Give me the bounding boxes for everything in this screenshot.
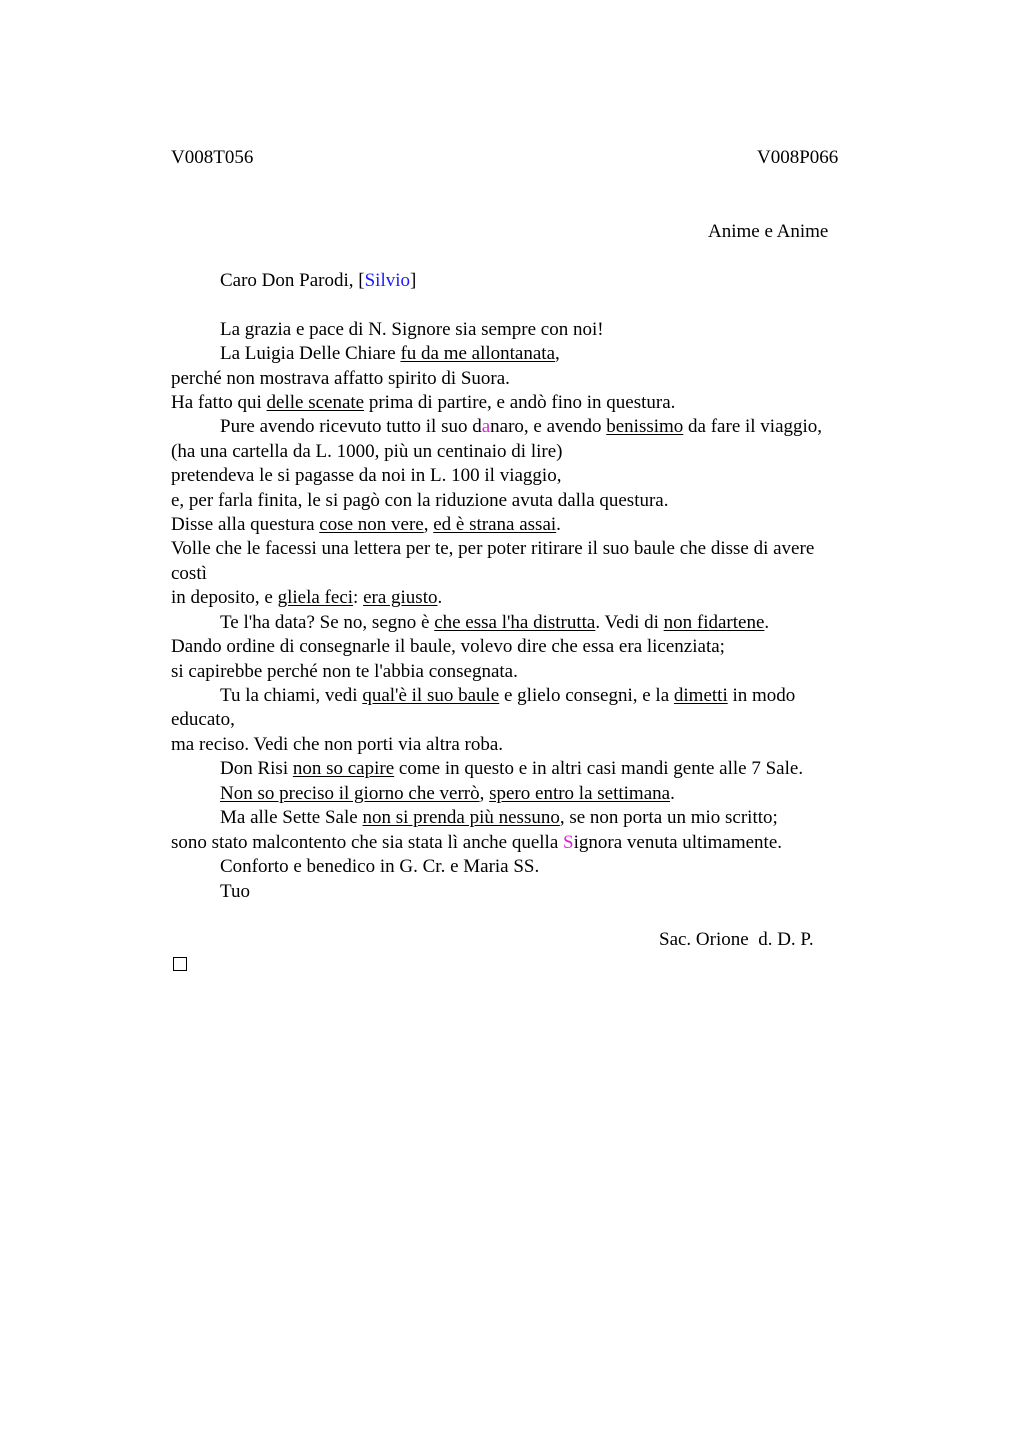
letter-line: perché non mostrava affatto spirito di Suora.: [171, 368, 510, 389]
letter-line: Volle che le facessi una lettera per te, per poter ritirare il suo baule che disse di avere: [171, 538, 815, 559]
letter-line: Disse alla questura cose non vere, ed è strana assai.: [171, 514, 561, 535]
salutation-name: Silvio: [364, 270, 410, 291]
letter-line: costì: [171, 563, 207, 584]
salutation: Caro Don Parodi, [Silvio]: [220, 270, 417, 291]
letter-line: educato,: [171, 709, 235, 730]
end-marker-box: [173, 957, 187, 971]
letter-line: La Luigia Delle Chiare fu da me allontanata,: [220, 343, 560, 364]
letter-line: Pure avendo ricevuto tutto il suo danaro, e avendo benissimo da fare il viaggio,: [220, 416, 823, 437]
letter-line: Ma alle Sette Sale non si prenda più nessuno, se non porta un mio scritto;: [220, 807, 778, 828]
letter-line: (ha una cartella da L. 1000, più un centinaio di lire): [171, 441, 563, 462]
letter-line: si capirebbe perché non te l'abbia consegnata.: [171, 661, 518, 682]
letter-line: ma reciso. Vedi che non porti via altra roba.: [171, 734, 504, 755]
letter-line: pretendeva le si pagasse da noi in L. 100 il viaggio,: [171, 465, 562, 486]
letter-line: Te l'ha data? Se no, segno è che essa l'ha distrutta. Vedi di non fidartene.: [220, 612, 770, 633]
letter-line: sono stato malcontento che sia stata lì anche quella Signora venuta ultimamente.: [171, 832, 782, 853]
doc-code-left: V008T056: [171, 147, 254, 168]
letter-line: in deposito, e gliela feci: era giusto.: [171, 587, 443, 608]
letter-heading: Anime e Anime: [708, 221, 829, 242]
letter-line: Conforto e benedico in G. Cr. e Maria SS.: [220, 856, 540, 877]
letter-line: Ha fatto qui delle scenate prima di partire, e andò fino in questura.: [171, 392, 676, 413]
letter-line: Don Risi non so capire come in questo e in altri casi mandi gente alle 7 Sale.: [220, 758, 804, 779]
signature: Sac. Orione d. D. P.: [659, 929, 814, 950]
letter-line: Non so preciso il giorno che verrò, spero entro la settimana.: [220, 783, 675, 804]
letter-line: e, per farla finita, le si pagò con la riduzione avuta dalla questura.: [171, 490, 669, 511]
letter-line: La grazia e pace di N. Signore sia sempre con noi!: [220, 319, 604, 340]
doc-code-right: V008P066: [757, 147, 839, 168]
letter-line: Tu la chiami, vedi qual'è il suo baule e glielo consegni, e la dimetti in modo: [220, 685, 796, 706]
letter-line: Tuo: [220, 881, 250, 902]
letter-line: Dando ordine di consegnarle il baule, volevo dire che essa era licenziata;: [171, 636, 725, 657]
